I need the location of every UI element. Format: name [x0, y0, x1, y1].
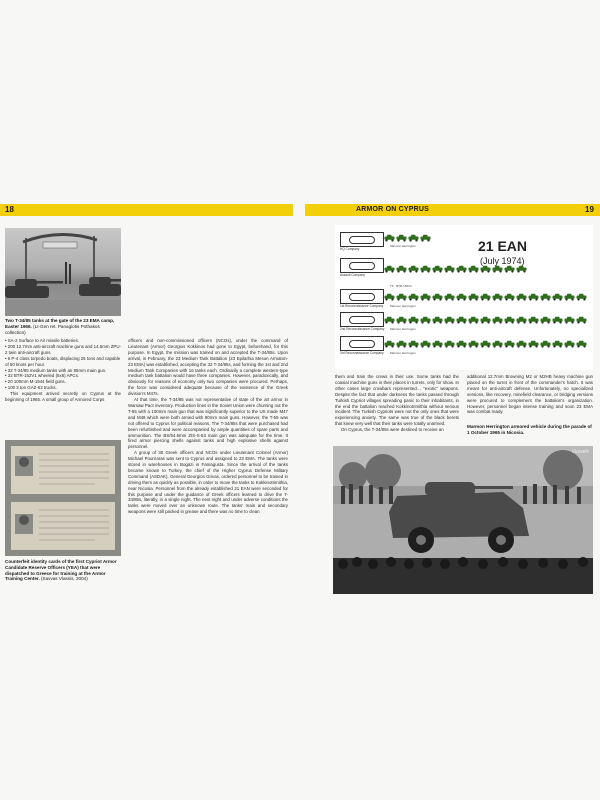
bullet-item: • 20 100mm M-1944 field guns.	[5, 379, 66, 385]
unit-symbol-3rd-recon	[340, 336, 384, 351]
right-page-body-text-b	[467, 374, 593, 415]
vehicle-icon	[468, 340, 479, 348]
photo1-caption-credit: (Lt-Gen ret. Panagiotis Pothakos collection)	[5, 323, 100, 335]
bullet-item: • 32 T-34/85 medium tanks with an 85mm main gun.	[5, 367, 107, 373]
vehicle-icon	[552, 293, 563, 301]
unit-label: 1st Reconnaissance Company	[340, 304, 384, 308]
parade-photo	[333, 446, 593, 594]
vehicle-icon	[432, 265, 443, 273]
vehicle-icon	[468, 293, 479, 301]
identity-cards-illustration	[5, 440, 121, 556]
vehicle-icon	[456, 316, 467, 324]
vehicle-icon	[504, 293, 515, 301]
vehicle-icon	[384, 265, 395, 273]
unit-label: 3rd Reconnaissance Company	[340, 351, 384, 355]
vehicle-icon	[576, 316, 587, 324]
vehicle-icon	[480, 316, 491, 324]
vehicle-icon	[516, 340, 527, 348]
left-header-bar	[0, 204, 293, 216]
vehicle-icon	[432, 316, 443, 324]
body-paragraph: additional 12.7mm Browning M2 or M2HB heavy machine gun placed on the turret in front of the commander's hatch. It was meant for anti-aircraft defense. Unfortunately, no specialized versions, like recovery, minefield clearance, or bridging versions were procured to complement the battalion's organization. However, personnel began intense training and soon 23 EMA was combat ready.	[467, 374, 593, 415]
bullet-item: • 6 P-4 class torpedo boats, displacing 25 tons and capable of 50 knots per hour.	[5, 355, 121, 367]
vehicle-icon	[552, 340, 563, 348]
vehicle-row-assault	[384, 264, 589, 276]
unit-symbol-assault	[340, 258, 384, 273]
body-paragraph: officers and non-commissioned officers (NCOs), under the command of Lieutenant (Armor) Georgios Kokkinos had gone to Egypt, beforehand, for this purpose. In Egypt, the mission was trained on and accepted the T-34/85s. Upon arrival, in February, the 23 Medium Tank Battalion (23 Epilarhia Meson Armaton-23 EMA) was established, accepting the 32 T-34/85s, and forming the 1st and 2nd Medium Tank Companies with 16 tanks each. Ordinarily a complete western-type medium tank battalion would have three companies. However, paradoxically, and obviously for reasons of economy only two companies were procured. Perhaps, the force was considered adequate because of the existence of the Greek division's M47s.	[128, 338, 288, 397]
photo2-caption-credit: (Savvas Vlassis, 2004)	[39, 576, 88, 582]
vehicle-icon	[396, 293, 407, 301]
vehicle-icon	[444, 293, 455, 301]
vehicle-icon	[516, 316, 527, 324]
vehicle-icon	[408, 234, 419, 242]
vehicle-icon	[384, 340, 395, 348]
vehicle-icon	[396, 265, 407, 273]
vehicle-row-1st-recon	[384, 292, 589, 304]
vehicle-icon	[504, 316, 515, 324]
photo1-caption	[5, 318, 121, 335]
vehicle-icon	[468, 265, 479, 273]
vehicle-icon	[516, 265, 527, 273]
vehicle-icon	[540, 340, 551, 348]
vehicle-icon	[480, 340, 491, 348]
vehicle-icon	[408, 265, 419, 273]
running-title: ARMOR ON CYPRUS	[355, 206, 429, 213]
vehicle-icon	[456, 293, 467, 301]
vehicle-icon	[408, 340, 419, 348]
vehicle-icon	[480, 265, 491, 273]
vehicle-icon	[540, 316, 551, 324]
vehicle-icon	[504, 265, 515, 273]
photo1-caption-bold: Two T-34/85 tanks at the gate of the 23 EMA camp, Easter 1966.	[5, 318, 115, 329]
photo2-caption	[5, 559, 121, 582]
body-paragraph: On Cyprus, the T-34/85s were destined to receive an	[341, 427, 444, 433]
vehicle-icon	[408, 316, 419, 324]
vehicle-icon	[432, 340, 443, 348]
vehicle-label: Marmon Herrington	[390, 304, 416, 308]
body-paragraph: At that time, the T-34/85 was not representative of state of the art armor in Warsaw Pact inventory. Production lines in the Soviet Union were churning out the T-55 with a 100mm main gun that was significantly superior to the US made M47 and M48 which were both armed with 90mm main guns. However, the T-55 was not offered to Cyprus for political reasons. The T-34/85s that were purchased had been refurbished and were accompanied by ample quantities of spare parts and ammunition. The BS/54.6mm ZIS-S-53 main gun was adequate for the time. It fired armor piercing shells against tanks and high explosive shells against personnel.	[128, 397, 288, 450]
bullet-item: • 32 BTR-152V1 wheeled (6x6) APCs.	[5, 373, 80, 379]
unit-symbol-1st-recon	[340, 289, 384, 304]
vehicle-icon	[528, 316, 539, 324]
vehicle-icon	[432, 293, 443, 301]
vehicle-label: T6 · BTR-152V1	[390, 284, 412, 288]
bullet-item: • 200 12.7mm anti-aircraft machine guns and 14.5mm ZPU-2 twin anti-aircraft guns.	[5, 343, 121, 355]
vehicle-icon	[468, 316, 479, 324]
body-paragraph: them and train the crews in their use. Some tanks had the coaxial machine guns in their places in turrets, only for show. In other cases large crowbars represented… "exotic" weapons. Despite the fact that under darkness the tanks passed through Turkish Cypriot villages spreading panic to their inhabitants, in the end the battalion reached Kokkinotrimithia without serious incident. The Turkish Cypriots were not the only ones that were experiencing anxiety. The same was true of the black berets that knew very well that their tanks were totally unarmed.	[335, 374, 459, 427]
vehicle-icon	[492, 265, 503, 273]
diagram-title: 21 EAN	[478, 238, 528, 254]
left-page-body-text	[128, 338, 288, 515]
tanks-at-gate-illustration	[5, 228, 121, 316]
vehicle-icon	[384, 234, 395, 242]
body-paragraph: A group of 30 Greek officers and NCOs under Lieutenant Colonel (Armor) Michael Pournaras was sent to Cyprus and assigned to 23 EMA. The tanks were stored in warehouses in Bogazi in Famagusta. Since the arrival of the tanks became known to Turkey, the chief of the Higher Cyprus Defense Military Command (ASDAK), General Georgios Grivas, ordered personnel to be trained in driving them as quickly as possible, in order to move the tanks to Kokkinotrimithia, near Nicosia. Personnel from the already established 21 EAN were seconded for this purpose and under the guidance of Greek officers learned to drive the T-34/85s, literally, in a single night. The next night and under adverse conditions the tanks were moved over an unknown route. The tanks' main and secondary weapons were still packed in grease and there was no time to clean	[128, 450, 288, 515]
vehicle-icon	[396, 234, 407, 242]
vehicle-label: Marmon Herrington	[390, 244, 416, 248]
vehicle-icon	[528, 293, 539, 301]
vehicle-icon	[564, 340, 575, 348]
vehicle-icon	[456, 265, 467, 273]
vehicle-icon	[564, 293, 575, 301]
photo3-caption	[467, 424, 593, 436]
vehicle-icon	[456, 340, 467, 348]
vehicle-icon	[396, 316, 407, 324]
vehicle-icon	[444, 340, 455, 348]
vehicle-icon	[384, 293, 395, 301]
vehicle-icon	[420, 293, 431, 301]
vehicle-label: Marmon Herrington	[390, 327, 416, 331]
photo-watermark: Vessels	[571, 449, 589, 455]
left-page-number: 18	[5, 205, 14, 214]
unit-symbol-hq	[340, 232, 384, 247]
vehicle-icon	[504, 340, 515, 348]
vehicle-icon	[492, 316, 503, 324]
photo3-caption-bold: Marmon Herrington armored vehicle during the parade of 1 October 1965 in Nicosia.	[467, 424, 592, 435]
bullet-item: • SA-2 Surface to Air missile batteries.	[5, 338, 80, 343]
vehicle-icon	[492, 340, 503, 348]
vehicle-label: Marmon Herrington	[390, 351, 416, 355]
unit-symbol-2nd-recon	[340, 312, 384, 327]
parade-illustration	[333, 446, 593, 594]
vehicle-icon	[540, 293, 551, 301]
vehicle-row-3rd-recon	[384, 339, 589, 351]
vehicle-icon	[576, 340, 587, 348]
vehicle-icon	[384, 316, 395, 324]
vehicle-icon	[396, 340, 407, 348]
vehicle-icon	[408, 293, 419, 301]
vehicle-icon	[444, 316, 455, 324]
vehicle-icon	[492, 293, 503, 301]
diagram-subtitle: (July 1974)	[480, 256, 525, 266]
vehicle-icon	[420, 265, 431, 273]
vehicle-icon	[420, 340, 431, 348]
vehicle-icon	[552, 316, 563, 324]
vehicle-row-2nd-recon	[384, 315, 589, 327]
identity-cards-photo	[5, 440, 121, 556]
vehicle-icon	[420, 234, 431, 242]
vehicle-icon	[480, 293, 491, 301]
tanks-at-gate-photo	[5, 228, 121, 316]
unit-label: 2nd Reconnaissance Company	[340, 327, 385, 331]
vehicle-icon	[564, 316, 575, 324]
vehicle-icon	[516, 293, 527, 301]
vehicle-row-hq	[384, 233, 484, 245]
right-page-body-text-a	[335, 374, 459, 433]
left-column-paragraph: This equipment arrived secretly on Cyprus at the beginning of 1965. A small group of Armored Corps	[5, 391, 121, 403]
vehicle-icon	[576, 293, 587, 301]
photo2-caption-bold: Counterfeit identity cards of the first Cypriot Armor Candidate Reserve Officers (YEA) that were dispatched to Greece for training at the Armor Training Center.	[5, 559, 117, 582]
unit-label: Assault Company	[340, 273, 365, 277]
unit-label: HQ Company	[340, 247, 360, 251]
equipment-bullet-list	[5, 338, 121, 403]
vehicle-icon	[444, 265, 455, 273]
bullet-item: • 100 3 ton GAZ-63 trucks.	[5, 385, 57, 391]
vehicle-icon	[528, 340, 539, 348]
right-page-number: 19	[585, 205, 594, 214]
vehicle-icon	[420, 316, 431, 324]
